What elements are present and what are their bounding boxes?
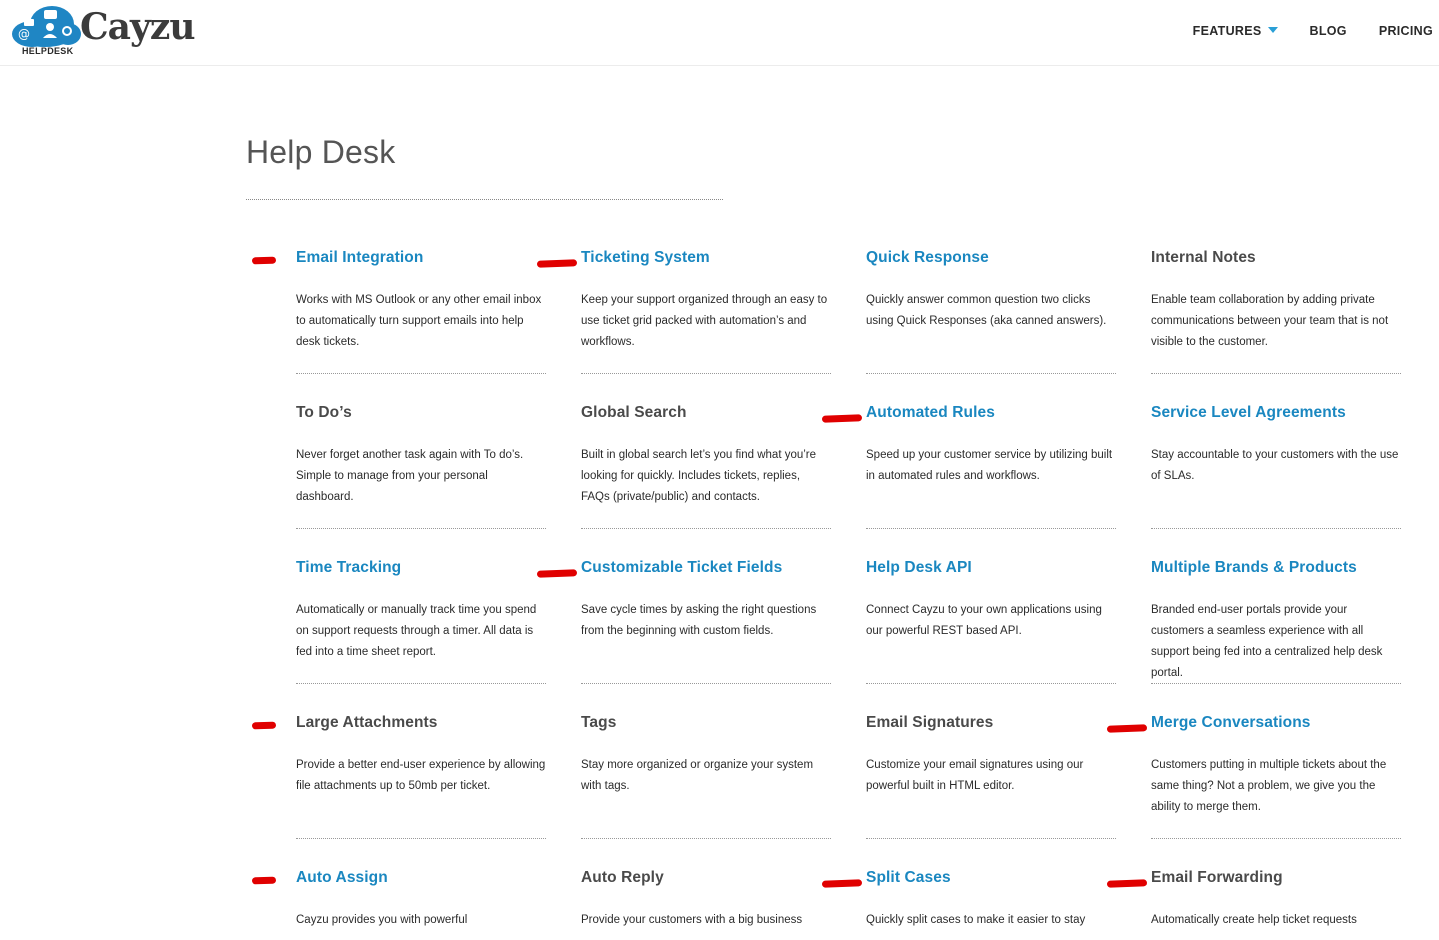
card-divider <box>866 528 1116 529</box>
feature-title: To Do’s <box>296 404 352 421</box>
feature-card <box>1151 246 1401 401</box>
feature-card <box>581 246 831 401</box>
feature-title-link[interactable]: Split Cases <box>866 869 951 886</box>
red-annotation-mark <box>1107 879 1147 887</box>
feature-description: Never forget another task again with To do’s. Simple to manage from your personal dashboard. <box>296 449 524 503</box>
feature-title-link[interactable]: Multiple Brands & Products <box>1151 559 1357 576</box>
feature-description: Provide a better end-user experience by allowing file attachments up to 50mb per ticket. <box>296 759 546 792</box>
card-divider <box>866 373 1116 374</box>
feature-description: Automatically create help ticket requests <box>1151 914 1357 926</box>
site-header <box>0 0 1439 66</box>
card-divider <box>1151 683 1401 684</box>
card-divider <box>581 838 831 839</box>
logo-subtext: HELPDESK <box>22 46 74 56</box>
feature-card <box>1151 401 1401 556</box>
feature-description: Automatically or manually track time you spend on support requests through a timer. All data is fed into a time sheet report. <box>296 604 537 658</box>
feature-description: Stay accountable to your customers with the use of SLAs. <box>1151 449 1399 482</box>
feature-title: Internal Notes <box>1151 249 1256 266</box>
feature-description: Customers putting in multiple tickets about the same thing? Not a problem, we give you the ability to merge them. <box>1151 759 1387 813</box>
feature-card <box>1151 556 1401 711</box>
feature-card <box>866 246 1116 401</box>
feature-card <box>581 866 831 940</box>
card-divider <box>1151 528 1401 529</box>
feature-title: Tags <box>581 714 617 731</box>
red-annotation-mark <box>252 877 276 885</box>
feature-description: Quickly answer common question two clicks using Quick Responses (aka canned answers). <box>866 294 1107 327</box>
feature-card <box>1151 866 1401 940</box>
red-annotation-mark <box>1107 724 1147 732</box>
feature-description: Built in global search let’s you find what you’re looking for quickly. Includes tickets, replies, FAQs (private/public) and contacts. <box>581 449 817 503</box>
feature-title-link[interactable]: Quick Response <box>866 249 989 266</box>
card-divider <box>296 373 546 374</box>
feature-card <box>296 866 546 940</box>
red-annotation-mark <box>252 257 276 265</box>
card-divider <box>1151 373 1401 374</box>
feature-card <box>296 556 546 711</box>
feature-card <box>866 711 1116 866</box>
cayzu-logo[interactable] <box>10 4 220 60</box>
feature-description: Save cycle times by asking the right questions from the beginning with custom fields. <box>581 604 817 637</box>
card-divider <box>296 528 546 529</box>
main-nav <box>1193 24 1433 38</box>
svg-text:@: @ <box>18 27 30 41</box>
nav-pricing-label: PRICING <box>1378 24 1433 38</box>
feature-title-link[interactable]: Customizable Ticket Fields <box>581 559 783 576</box>
feature-card <box>581 401 831 556</box>
feature-description: Customize your email signatures using our powerful built in HTML editor. <box>866 759 1084 792</box>
feature-grid <box>296 246 1406 940</box>
feature-card <box>296 401 546 556</box>
feature-title-link[interactable]: Email Integration <box>296 249 424 266</box>
feature-description: Branded end-user portals provide your customers a seamless experience with all support being fed into a centralized help desk portal. <box>1151 604 1383 679</box>
feature-card <box>866 401 1116 556</box>
feature-description: Quickly split cases to make it easier to stay <box>866 914 1086 926</box>
logo-wordmark: Cayzu <box>80 6 195 48</box>
nav-pricing[interactable] <box>1379 24 1433 38</box>
feature-card <box>581 711 831 866</box>
feature-title-link[interactable]: Merge Conversations <box>1151 714 1311 731</box>
feature-card <box>866 556 1116 711</box>
title-divider <box>246 199 723 200</box>
feature-card <box>1151 711 1401 866</box>
feature-title-link[interactable]: Service Level Agreements <box>1151 404 1346 421</box>
feature-description: Speed up your customer service by utilizing built in automated rules and workflows. <box>866 449 1113 482</box>
feature-title: Auto Reply <box>581 869 664 886</box>
page-title: Help Desk <box>246 134 396 170</box>
feature-description: Keep your support organized through an easy to use ticket grid packed with automation’s and workflows. <box>581 294 828 348</box>
feature-title-link[interactable]: Auto Assign <box>296 869 388 886</box>
feature-description: Works with MS Outlook or any other email inbox to automatically turn support emails into help desk tickets. <box>296 294 542 348</box>
card-divider <box>866 683 1116 684</box>
feature-title: Email Signatures <box>866 714 994 731</box>
feature-card <box>296 246 546 401</box>
feature-card <box>866 866 1116 940</box>
card-divider <box>1151 838 1401 839</box>
feature-description: Cayzu provides you with powerful <box>296 914 468 926</box>
card-divider <box>581 683 831 684</box>
feature-title-link[interactable]: Automated Rules <box>866 404 995 421</box>
nav-features-label: FEATURES <box>1192 24 1262 38</box>
feature-description: Enable team collaboration by adding private communications between your team that is not visible to the customer. <box>1151 294 1389 348</box>
feature-card <box>581 556 831 711</box>
feature-description: Provide your customers with a big business <box>581 914 803 926</box>
caret-down-icon <box>1268 27 1278 33</box>
feature-title-link[interactable]: Time Tracking <box>296 559 402 576</box>
card-divider <box>296 683 546 684</box>
red-annotation-mark <box>252 722 276 730</box>
feature-description: Connect Cayzu to your own applications using our powerful REST based API. <box>866 604 1102 637</box>
card-divider <box>581 373 831 374</box>
nav-blog[interactable] <box>1310 24 1347 38</box>
card-divider <box>581 528 831 529</box>
feature-title-link[interactable]: Ticketing System <box>581 249 710 266</box>
feature-title: Large Attachments <box>296 714 438 731</box>
feature-title-link[interactable]: Help Desk API <box>866 559 972 576</box>
feature-title: Email Forwarding <box>1151 869 1283 886</box>
red-annotation-mark <box>822 414 862 422</box>
card-divider <box>296 838 546 839</box>
card-divider <box>866 838 1116 839</box>
red-annotation-mark <box>822 879 862 887</box>
red-annotation-mark <box>537 569 577 577</box>
nav-features[interactable] <box>1193 24 1278 38</box>
feature-description: Stay more organized or organize your system with tags. <box>581 759 814 792</box>
nav-blog-label: BLOG <box>1309 24 1347 38</box>
feature-title: Global Search <box>581 404 687 421</box>
feature-card <box>296 711 546 866</box>
cloud-chat-icon <box>10 4 82 50</box>
red-annotation-mark <box>537 259 577 267</box>
